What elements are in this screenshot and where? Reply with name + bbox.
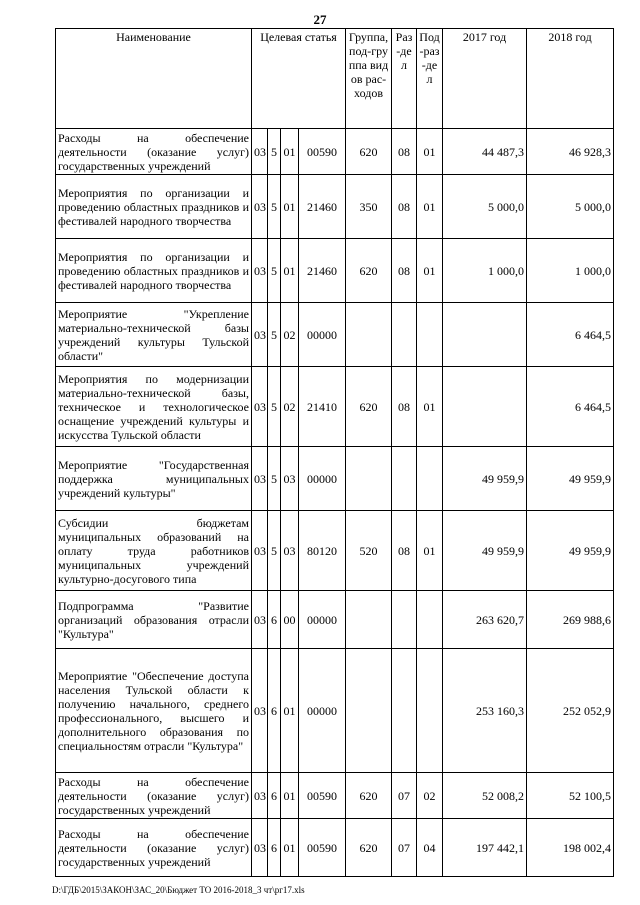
row-target-direction: 00590	[299, 129, 346, 175]
row-section	[392, 649, 417, 773]
row-expense-group: 620	[346, 773, 392, 819]
row-subsection	[417, 303, 443, 367]
row-target-direction: 80120	[299, 511, 346, 591]
row-expense-group	[346, 303, 392, 367]
row-subsection: 04	[417, 819, 443, 877]
row-target-program: 03	[252, 649, 268, 773]
row-target-direction: 00590	[299, 819, 346, 877]
row-target-program: 03	[252, 773, 268, 819]
row-section	[392, 303, 417, 367]
row-amount-2017: 253 160,3	[443, 649, 527, 773]
table-header-row	[56, 29, 614, 129]
row-name: Мероприятия по организации и проведению областных праздников и фестивалей народного творчества	[56, 175, 252, 239]
row-name: Расходы на обеспечение деятельности (оказание услуг) государственных учреждений	[56, 129, 252, 175]
row-amount-2017: 5 000,0	[443, 175, 527, 239]
row-target-subprogram: 5	[268, 129, 281, 175]
row-target-program: 03	[252, 819, 268, 877]
row-target-subprogram: 5	[268, 511, 281, 591]
budget-table	[55, 28, 614, 877]
row-target-direction: 21460	[299, 239, 346, 303]
row-expense-group: 620	[346, 367, 392, 447]
row-amount-2018: 49 959,9	[527, 511, 614, 591]
row-amount-2017: 1 000,0	[443, 239, 527, 303]
header-target: Целевая статья	[252, 29, 346, 129]
row-name: Расходы на обеспечение деятельности (оказание услуг) государственных учреждений	[56, 773, 252, 819]
table-row	[56, 175, 614, 239]
row-subsection: 01	[417, 367, 443, 447]
row-amount-2018: 6 464,5	[527, 303, 614, 367]
table-row	[56, 819, 614, 877]
row-subsection: 01	[417, 175, 443, 239]
row-target-subprogram: 6	[268, 591, 281, 649]
row-target-program: 03	[252, 175, 268, 239]
row-name: Субсидии бюджетам муниципальных образований на оплату труда работников муниципальных учреждений культурно-досугового типа	[56, 511, 252, 591]
row-expense-group: 620	[346, 819, 392, 877]
header-subsection: Под-раз-дел	[417, 29, 443, 129]
row-section: 08	[392, 129, 417, 175]
row-target-subprogram: 6	[268, 649, 281, 773]
row-target-program: 03	[252, 591, 268, 649]
row-subsection	[417, 649, 443, 773]
row-amount-2018: 252 052,9	[527, 649, 614, 773]
row-name: Мероприятия по организации и проведению областных праздников и фестивалей народного творчества	[56, 239, 252, 303]
row-name: Мероприятие "Обеспечение доступа населения Тульской области к получению начального, среднего профессионального, высшего и дополнительного образования по специальностям отрасли "Культура"	[56, 649, 252, 773]
row-amount-2017: 44 487,3	[443, 129, 527, 175]
row-target-main-event: 01	[281, 175, 299, 239]
row-amount-2017	[443, 303, 527, 367]
row-target-main-event: 03	[281, 511, 299, 591]
row-target-program: 03	[252, 239, 268, 303]
table-body	[56, 129, 614, 877]
row-amount-2017: 49 959,9	[443, 447, 527, 511]
row-target-main-event: 02	[281, 303, 299, 367]
row-amount-2017: 263 620,7	[443, 591, 527, 649]
table-row	[56, 447, 614, 511]
row-name: Расходы на обеспечение деятельности (оказание услуг) государственных учреждений	[56, 819, 252, 877]
row-target-main-event: 01	[281, 819, 299, 877]
row-expense-group: 620	[346, 239, 392, 303]
row-target-subprogram: 5	[268, 175, 281, 239]
row-amount-2018: 6 464,5	[527, 367, 614, 447]
row-target-main-event: 00	[281, 591, 299, 649]
table-row	[56, 773, 614, 819]
row-amount-2018: 269 988,6	[527, 591, 614, 649]
row-target-direction: 00000	[299, 303, 346, 367]
row-subsection: 01	[417, 129, 443, 175]
row-target-main-event: 01	[281, 239, 299, 303]
row-amount-2018: 46 928,3	[527, 129, 614, 175]
table-row	[56, 511, 614, 591]
header-section: Раз-дел	[392, 29, 417, 129]
row-target-subprogram: 6	[268, 819, 281, 877]
row-expense-group: 520	[346, 511, 392, 591]
row-amount-2017: 52 008,2	[443, 773, 527, 819]
row-section: 08	[392, 367, 417, 447]
row-target-subprogram: 6	[268, 773, 281, 819]
row-target-subprogram: 5	[268, 447, 281, 511]
row-target-direction: 21460	[299, 175, 346, 239]
row-amount-2018: 49 959,9	[527, 447, 614, 511]
row-name: Мероприятия по модернизации материально-технической базы, техническое и технологическое оснащение учреждений культуры и искусства Тульской области	[56, 367, 252, 447]
table-row	[56, 129, 614, 175]
row-target-direction: 21410	[299, 367, 346, 447]
row-expense-group	[346, 447, 392, 511]
row-target-direction: 00000	[299, 447, 346, 511]
row-name: Мероприятие "Укрепление материально-технической базы учреждений культуры Тульской области"	[56, 303, 252, 367]
row-target-main-event: 01	[281, 649, 299, 773]
page-number: 27	[313, 12, 327, 27]
row-expense-group	[346, 591, 392, 649]
row-target-subprogram: 5	[268, 367, 281, 447]
row-amount-2017	[443, 367, 527, 447]
row-expense-group: 350	[346, 175, 392, 239]
row-target-program: 03	[252, 303, 268, 367]
row-target-main-event: 03	[281, 447, 299, 511]
row-expense-group: 620	[346, 129, 392, 175]
row-amount-2018: 198 002,4	[527, 819, 614, 877]
row-target-subprogram: 5	[268, 303, 281, 367]
row-target-program: 03	[252, 129, 268, 175]
row-amount-2018: 5 000,0	[527, 175, 614, 239]
table-row	[56, 591, 614, 649]
row-subsection: 01	[417, 511, 443, 591]
row-section: 08	[392, 511, 417, 591]
row-target-main-event: 01	[281, 773, 299, 819]
header-group: Группа, под-группа видов рас-ходов	[346, 29, 392, 129]
row-target-direction: 00000	[299, 591, 346, 649]
table-row	[56, 239, 614, 303]
table-row	[56, 367, 614, 447]
file-path-footer: D:\ГДБ\2015\ЗАКОН\ЗАС_20\Бюджет ТО 2016-2018_3 чт\рг17.xls	[52, 885, 305, 895]
row-target-direction: 00590	[299, 773, 346, 819]
row-amount-2017: 49 959,9	[443, 511, 527, 591]
row-target-direction: 00000	[299, 649, 346, 773]
table-row	[56, 303, 614, 367]
header-name: Наименование	[56, 29, 252, 129]
table-row	[56, 649, 614, 773]
row-target-program: 03	[252, 511, 268, 591]
row-amount-2017: 197 442,1	[443, 819, 527, 877]
row-amount-2018: 52 100,5	[527, 773, 614, 819]
row-target-program: 03	[252, 367, 268, 447]
header-2017: 2017 год	[443, 29, 527, 129]
row-section	[392, 591, 417, 649]
row-section: 07	[392, 773, 417, 819]
row-expense-group	[346, 649, 392, 773]
row-amount-2018: 1 000,0	[527, 239, 614, 303]
row-name: Подпрограмма "Развитие организаций образования отрасли "Культура"	[56, 591, 252, 649]
row-section	[392, 447, 417, 511]
row-subsection	[417, 447, 443, 511]
row-target-subprogram: 5	[268, 239, 281, 303]
row-subsection: 01	[417, 239, 443, 303]
row-target-main-event: 01	[281, 129, 299, 175]
row-subsection: 02	[417, 773, 443, 819]
row-section: 08	[392, 175, 417, 239]
row-subsection	[417, 591, 443, 649]
header-2018: 2018 год	[527, 29, 614, 129]
row-section: 07	[392, 819, 417, 877]
row-target-program: 03	[252, 447, 268, 511]
row-name: Мероприятие "Государственная поддержка муниципальных учреждений культуры"	[56, 447, 252, 511]
row-target-main-event: 02	[281, 367, 299, 447]
row-section: 08	[392, 239, 417, 303]
